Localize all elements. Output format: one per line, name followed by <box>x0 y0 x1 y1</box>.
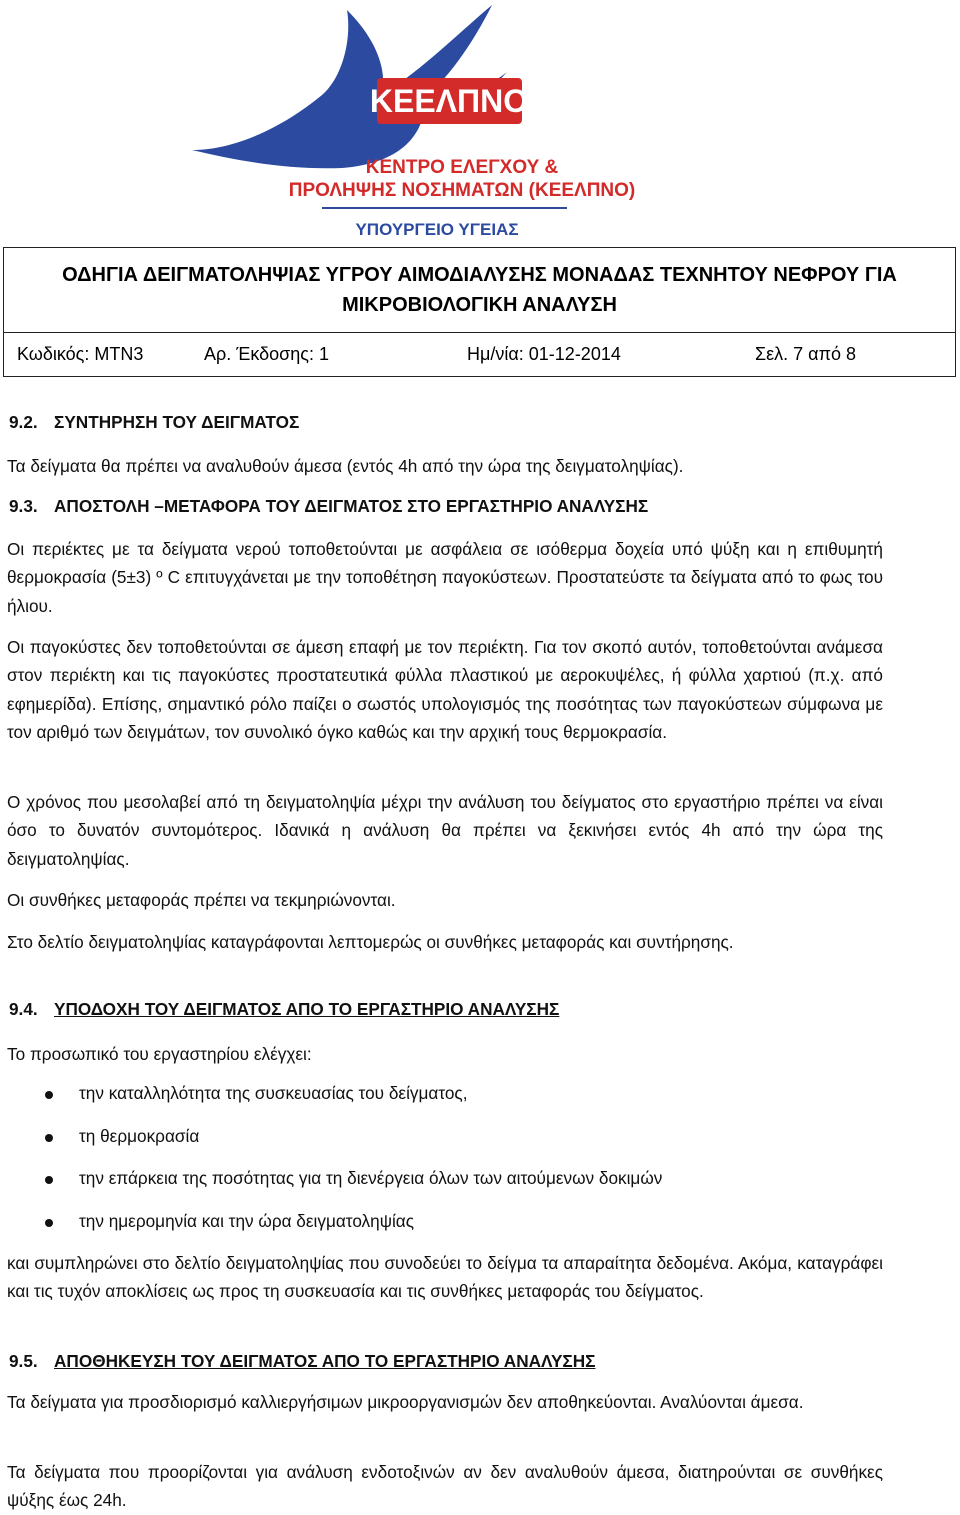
paragraph: Τα δείγματα για προσδιορισμό καλλιεργήσιμων μικροοργανισμών δεν αποθηκεύονται. Αναλύονται άμεσα. <box>7 1392 804 1412</box>
paragraph: Τα δείγματα που προορίζονται για ανάλυση ενδοτοξινών αν δεν αναλυθούν άμεσα, διατηρούνται σε συνθήκες ψύξης έως 24h. <box>7 1462 883 1511</box>
section-9-3-heading <box>9 496 648 517</box>
keelpno-logo <box>172 0 712 246</box>
paragraph: Οι συνθήκες μεταφοράς πρέπει να τεκμηριώνονται. <box>7 890 396 910</box>
bullet-icon <box>45 1219 53 1227</box>
paragraph: Στο δελτίο δειγματοληψίας καταγράφονται λεπτομερώς οι συνθήκες μεταφοράς και συντήρησης. <box>7 932 734 952</box>
document-edition: Αρ. Έκδοσης: 1 <box>204 344 329 364</box>
document-header <box>3 247 956 377</box>
section-title: ΑΠΟΘΗΚΕΥΣΗ ΤΟΥ ΔΕΙΓΜΑΤΟΣ ΑΠΟ ΤΟ ΕΡΓΑΣΤΗΡΙΟ ΑΝΑΛΥΣΗΣ <box>54 1351 596 1371</box>
section-number: 9.5. <box>9 1351 38 1371</box>
section-title: ΣΥΝΤΗΡΗΣΗ ΤΟΥ ΔΕΙΓΜΑΤΟΣ <box>54 412 300 432</box>
paragraph: Οι παγοκύστες δεν τοποθετούνται σε άμεση επαφή με τον περιέκτη. Για τον σκοπό αυτόν, τοποθετούνται ανάμεσα στον περιέκτη και τις παγοκύστες προστατευτικά φύλλα πλαστικού με αεροκυψέλες, ή φύλλα χαρτιού (π.χ. από εφημερίδα). Επίσης, σημαντικό ρόλο παίζει ο σωστός υπολογισμός της ποσότητας των παγοκύστεων σύμφωνα με τον αριθμό των δειγμάτων, τον συνολικό όγκο καθώς και την αρχική τους θερμοκρασία. <box>7 637 883 743</box>
paragraph: Τα δείγματα θα πρέπει να αναλυθούν άμεσα (εντός 4h από την ώρα της δειγματοληψίας). <box>7 456 684 476</box>
document-title-line1: ΟΔΗΓΙΑ ΔΕΙΓΜΑΤΟΛΗΨΙΑΣ ΥΓΡΟΥ ΑΙΜΟΔΙΑΛΥΣΗΣ ΜΟΝΑΔΑΣ ΤΕΧΝΗΤΟΥ ΝΕΦΡΟΥ ΓΙΑ <box>62 264 897 286</box>
document-code: Κωδικός: ΜΤΝ3 <box>17 344 144 364</box>
paragraph: Το προσωπικό του εργαστηρίου ελέγχει: <box>7 1044 312 1064</box>
section-title: ΑΠΟΣΤΟΛΗ –ΜΕΤΑΦΟΡΑ ΤΟΥ ΔΕΙΓΜΑΤΟΣ ΣΤΟ ΕΡΓΑΣΤΗΡΙΟ ΑΝΑΛΥΣΗΣ <box>54 496 649 516</box>
section-number: 9.2. <box>9 412 38 432</box>
document-date: Ημ/νία: 01-12-2014 <box>467 344 621 364</box>
logo-line1: ΚΕΝΤΡΟ ΕΛΕΓΧΟΥ & <box>365 157 559 178</box>
document-title <box>4 260 955 320</box>
header-divider <box>4 332 955 333</box>
page-number: Σελ. 7 από 8 <box>755 344 857 364</box>
paragraph: Ο χρόνος που μεσολαβεί από τη δειγματοληψία μέχρι την ανάλυση του δείγματος στο εργαστήριο πρέπει να είναι όσο το δυνατόν συντομότερος. Ιδανικά η ανάλυση θα πρέπει να ξεκινήσει εντός 4h από την ώρα της δειγματοληψίας. <box>7 792 883 869</box>
bullet-icon <box>45 1091 53 1099</box>
logo-line2: ΠΡΟΛΗΨΗΣ ΝΟΣΗΜΑΤΩΝ (ΚΕΕΛΠΝΟ) <box>288 180 636 201</box>
section-9-4-heading <box>9 999 559 1020</box>
section-title: ΥΠΟΔΟΧΗ ΤΟΥ ΔΕΙΓΜΑΤΟΣ ΑΠΟ ΤΟ ΕΡΓΑΣΤΗΡΙΟ ΑΝΑΛΥΣΗΣ <box>54 999 560 1019</box>
section-9-2-heading <box>9 412 299 433</box>
paragraph: Οι περιέκτες με τα δείγματα νερού τοποθετούνται με ασφάλεια σε ισόθερμα δοχεία υπό ψύξη και η επιθυμητή θερμοκρασία (5±3) º C επιτυγχάνεται με την τοποθέτηση παγοκύστεων. Προστατεύστε τα δείγματα από το φως του ήλιου. <box>7 539 883 616</box>
logo-name: ΚΕΕΛΠΝΟ <box>369 83 529 119</box>
section-number: 9.3. <box>9 496 38 516</box>
bullet-icon <box>45 1176 53 1184</box>
document-title-line2: ΜΙΚΡΟΒΙΟΛΟΓΙΚΗ ΑΝΑΛΥΣΗ <box>342 294 617 316</box>
bullet-icon <box>45 1134 53 1142</box>
section-number: 9.4. <box>9 999 38 1019</box>
logo-ministry: ΥΠΟΥΡΓΕΙΟ ΥΓΕΙΑΣ <box>355 220 519 239</box>
section-9-5-heading <box>9 1351 595 1372</box>
paragraph: και συμπληρώνει στο δελτίο δειγματοληψίας που συνοδεύει το δείγμα τα απαραίτητα δεδομένα. Ακόμα, καταγράφει και τις τυχόν αποκλίσεις ως προς τη συσκευασία και τις συνθήκες μεταφοράς του δείγματος. <box>7 1253 883 1302</box>
